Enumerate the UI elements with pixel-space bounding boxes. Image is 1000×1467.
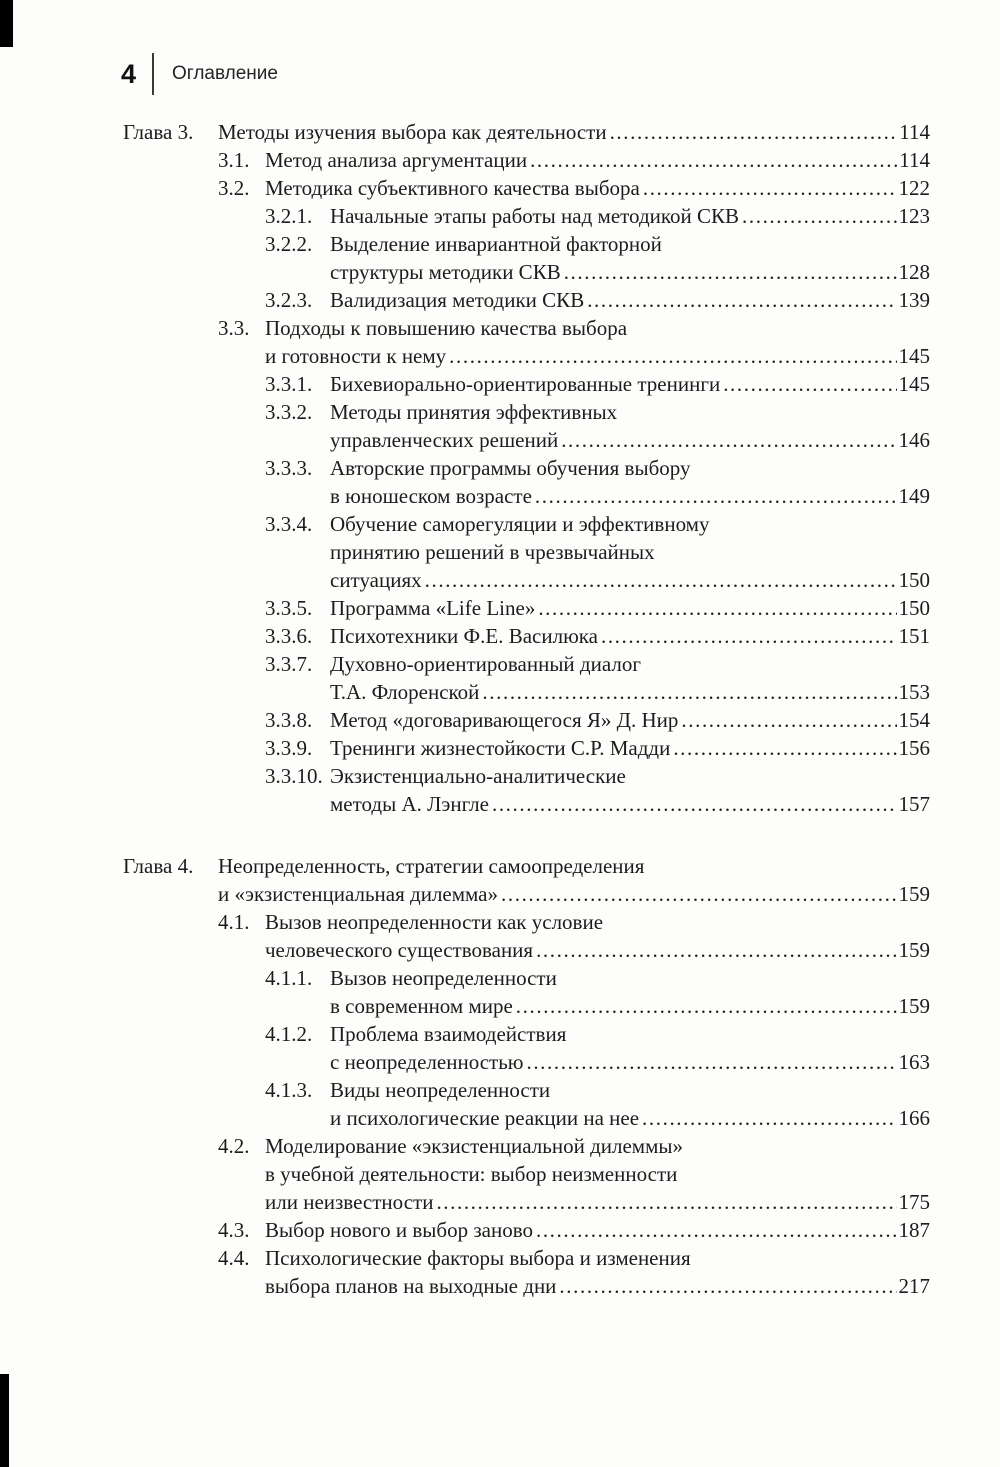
toc-entry-title: человеческого существования bbox=[265, 938, 534, 962]
toc-entry-line bbox=[330, 1048, 930, 1076]
toc-entry-line: Психологические факторы выбора и изменения bbox=[265, 1246, 691, 1270]
toc-entry-line bbox=[330, 286, 930, 314]
toc-entry bbox=[218, 314, 930, 370]
dot-leader bbox=[536, 1216, 897, 1244]
dot-leader bbox=[642, 1104, 896, 1132]
toc-entry bbox=[265, 510, 930, 594]
dot-leader bbox=[526, 1048, 896, 1076]
toc-entry-title: и «экзистенциальная дилемма» bbox=[218, 882, 499, 906]
toc-entry-text bbox=[265, 146, 930, 174]
toc-entry-title: Выбор нового и выбор заново bbox=[265, 1218, 533, 1242]
dot-leader bbox=[587, 286, 896, 314]
toc-entry bbox=[218, 174, 930, 202]
toc-entry bbox=[265, 202, 930, 230]
toc-entry-line: в учебной деятельности: выбор неизменности bbox=[265, 1162, 678, 1186]
toc-entry-title: Начальные этапы работы над методикой СКВ bbox=[330, 204, 740, 228]
toc-entry-text bbox=[330, 762, 930, 818]
toc-entry-line: Вызов неопределенности bbox=[330, 966, 557, 990]
toc-entry-line: Экзистенциально-аналитические bbox=[330, 764, 626, 788]
toc-page-number: 114 bbox=[899, 148, 930, 172]
toc-page-number: 145 bbox=[898, 344, 930, 368]
toc-entry-line bbox=[330, 370, 930, 398]
toc-entry-line bbox=[330, 202, 930, 230]
toc-entry bbox=[265, 706, 930, 734]
toc-entry bbox=[265, 230, 930, 286]
toc-page-number: 128 bbox=[898, 260, 930, 284]
toc-page-number: 187 bbox=[898, 1218, 930, 1242]
toc-entry bbox=[265, 1020, 930, 1076]
toc-entry-text bbox=[330, 1076, 930, 1132]
toc-entry-title: Тренинги жизнестойкости С.Р. Мадди bbox=[330, 736, 671, 760]
dot-leader bbox=[643, 174, 897, 202]
toc-page-number: 157 bbox=[898, 792, 930, 816]
toc-entry-title: и психологические реакции на нее bbox=[330, 1106, 640, 1130]
toc-entry bbox=[218, 1132, 930, 1216]
toc-page-number: 145 bbox=[898, 372, 930, 396]
toc-entry-label: 3.3.2. bbox=[265, 400, 313, 424]
toc-entry-title: ситуациях bbox=[330, 568, 422, 592]
toc-entry-line: Моделирование «экзистенциальной дилеммы» bbox=[265, 1134, 683, 1158]
dot-leader bbox=[723, 370, 896, 398]
dot-leader bbox=[536, 936, 896, 964]
toc-entry bbox=[218, 1244, 930, 1300]
dot-leader bbox=[501, 880, 896, 908]
toc-entry-label: 3.2.3. bbox=[265, 288, 313, 312]
toc-entry-text bbox=[330, 230, 930, 286]
toc-entry bbox=[265, 398, 930, 454]
toc-page-number: 153 bbox=[898, 680, 930, 704]
toc-entry bbox=[265, 734, 930, 762]
toc-entry-title: Т.А. Флоренской bbox=[330, 680, 480, 704]
dot-leader bbox=[436, 1188, 896, 1216]
toc-entry bbox=[265, 650, 930, 706]
toc-entry-line bbox=[265, 1216, 930, 1244]
toc-page-number: 114 bbox=[899, 120, 930, 144]
scan-artifact-bottom-left bbox=[0, 1374, 9, 1467]
toc-entry bbox=[265, 370, 930, 398]
dot-leader bbox=[673, 734, 896, 762]
toc-page-number: 163 bbox=[898, 1050, 930, 1074]
toc-page-number: 150 bbox=[898, 568, 930, 592]
toc-entry-label: 3.1. bbox=[218, 148, 250, 172]
dot-leader bbox=[681, 706, 896, 734]
toc-entry-title: управленческих решений bbox=[330, 428, 559, 452]
toc-page-number: 123 bbox=[898, 204, 930, 228]
toc-page-number: 175 bbox=[898, 1190, 930, 1214]
toc-entry bbox=[265, 594, 930, 622]
toc-entry-label: 3.3.4. bbox=[265, 512, 313, 536]
toc-entry-line bbox=[330, 622, 930, 650]
toc-entry-title: Программа «Life Line» bbox=[330, 596, 536, 620]
toc-page-number: 150 bbox=[898, 596, 930, 620]
dot-leader bbox=[601, 622, 897, 650]
page-number: 4 bbox=[121, 59, 137, 89]
toc-entry-title: или неизвестности bbox=[265, 1190, 434, 1214]
toc-entry-line: принятию решений в чрезвычайных bbox=[330, 540, 655, 564]
toc-entry-text bbox=[330, 510, 930, 594]
toc-entry-text bbox=[330, 286, 930, 314]
toc-entry-line: Выделение инвариантной факторной bbox=[330, 232, 662, 256]
dot-leader bbox=[530, 146, 897, 174]
toc-entry-text bbox=[330, 1020, 930, 1076]
running-title: Оглавление bbox=[172, 63, 278, 84]
toc-entry-line: Методы принятия эффективных bbox=[330, 400, 618, 424]
toc-entry-label: 3.3.7. bbox=[265, 652, 313, 676]
toc-entry-title: выбора планов на выходные дни bbox=[265, 1274, 557, 1298]
toc-entry-text bbox=[218, 118, 930, 146]
toc-entry-text bbox=[330, 370, 930, 398]
toc-entry-title: Психотехники Ф.Е. Василюка bbox=[330, 624, 598, 648]
toc-entry bbox=[265, 454, 930, 510]
dot-leader bbox=[425, 566, 897, 594]
toc-entry-label: Глава 4. bbox=[123, 854, 194, 878]
header-divider bbox=[152, 53, 154, 95]
dot-leader bbox=[610, 118, 898, 146]
toc-entry-text bbox=[265, 174, 930, 202]
dot-leader bbox=[564, 258, 897, 286]
toc-entry-text bbox=[218, 852, 930, 908]
toc-entry-title: Бихевиорально-ориентированные тренинги bbox=[330, 372, 721, 396]
toc-page-number: 122 bbox=[898, 176, 930, 200]
toc-entry-text bbox=[330, 454, 930, 510]
toc-entry-label: 3.3. bbox=[218, 316, 250, 340]
toc-entry-text bbox=[265, 1244, 930, 1300]
toc-entry-label: 4.3. bbox=[218, 1218, 250, 1242]
toc-page-number: 159 bbox=[898, 938, 930, 962]
toc-entry-line bbox=[330, 258, 930, 286]
running-header bbox=[121, 52, 278, 96]
toc-entry-label: 3.3.1. bbox=[265, 372, 313, 396]
toc-entry-line bbox=[218, 118, 930, 146]
dot-leader bbox=[742, 202, 896, 230]
toc-entry-text bbox=[330, 650, 930, 706]
toc-entry-label: 3.2.1. bbox=[265, 204, 313, 228]
toc-entry-line bbox=[330, 678, 930, 706]
table-of-contents bbox=[123, 118, 930, 1300]
dot-leader bbox=[482, 678, 896, 706]
toc-entry-line: Обучение саморегуляции и эффективному bbox=[330, 512, 710, 536]
toc-entry-label: 4.1.3. bbox=[265, 1078, 313, 1102]
toc-entry bbox=[123, 852, 930, 908]
toc-entry-line: Подходы к повышению качества выбора bbox=[265, 316, 628, 340]
toc-entry-title: Методы изучения выбора как деятельности bbox=[218, 120, 607, 144]
toc-page-number: 151 bbox=[898, 624, 930, 648]
toc-entry bbox=[265, 1076, 930, 1132]
toc-entry-title: и готовности к нему bbox=[265, 344, 447, 368]
toc-entry-title: структуры методики СКВ bbox=[330, 260, 561, 284]
toc-entry-line: Виды неопределенности bbox=[330, 1078, 551, 1102]
toc-entry-text bbox=[330, 202, 930, 230]
toc-entry-line bbox=[330, 734, 930, 762]
toc-entry bbox=[218, 146, 930, 174]
toc-entry-label: 3.3.5. bbox=[265, 596, 313, 620]
toc-entry-line bbox=[265, 174, 930, 202]
toc-entry-line bbox=[330, 566, 930, 594]
toc-entry bbox=[218, 1216, 930, 1244]
toc-entry-title: Метод анализа аргументации bbox=[265, 148, 528, 172]
toc-entry-title: методы А. Лэнгле bbox=[330, 792, 489, 816]
toc-entry-line bbox=[218, 880, 930, 908]
dot-leader bbox=[516, 992, 897, 1020]
toc-entry-text bbox=[265, 1216, 930, 1244]
toc-entry-label: 4.1. bbox=[218, 910, 250, 934]
toc-entry-label: 3.3.9. bbox=[265, 736, 313, 760]
toc-entry bbox=[218, 908, 930, 964]
toc-entry-line: Авторские программы обучения выбору bbox=[330, 456, 691, 480]
toc-entry-line bbox=[330, 482, 930, 510]
toc-page-number: 154 bbox=[898, 708, 930, 732]
toc-entry-text bbox=[265, 908, 930, 964]
dot-leader bbox=[538, 594, 896, 622]
toc-entry-title: в юношеском возрасте bbox=[330, 484, 532, 508]
toc-entry-line bbox=[265, 1188, 930, 1216]
toc-entry-label: 4.1.1. bbox=[265, 966, 313, 990]
toc-entry-title: в современном мире bbox=[330, 994, 513, 1018]
toc-entry-line bbox=[330, 706, 930, 734]
toc-page-number: 146 bbox=[898, 428, 930, 452]
toc-entry-title: Валидизация методики СКВ bbox=[330, 288, 585, 312]
toc-entry bbox=[123, 118, 930, 146]
toc-entry-label: 3.3.3. bbox=[265, 456, 313, 480]
toc-entry-title: Метод «договаривающегося Я» Д. Нир bbox=[330, 708, 679, 732]
dot-leader bbox=[559, 1272, 896, 1300]
toc-entry-line bbox=[265, 146, 930, 174]
toc-page-number: 159 bbox=[898, 882, 930, 906]
toc-entry-line: Вызов неопределенности как условие bbox=[265, 910, 604, 934]
toc-entry-label: 4.1.2. bbox=[265, 1022, 313, 1046]
toc-page-number: 166 bbox=[898, 1106, 930, 1130]
toc-entry-label: Глава 3. bbox=[123, 120, 194, 144]
toc-entry-line bbox=[265, 342, 930, 370]
toc-entry-label: 4.2. bbox=[218, 1134, 250, 1158]
toc-entry bbox=[265, 964, 930, 1020]
toc-entry bbox=[265, 622, 930, 650]
dot-leader bbox=[535, 482, 897, 510]
toc-entry-label: 3.3.8. bbox=[265, 708, 313, 732]
toc-entry-line: Духовно-ориентированный диалог bbox=[330, 652, 641, 676]
toc-entry-title: с неопределенностью bbox=[330, 1050, 524, 1074]
toc-entry-text bbox=[265, 1132, 930, 1216]
toc-entry-line bbox=[330, 1104, 930, 1132]
toc-entry-text bbox=[330, 622, 930, 650]
toc-entry-title: Методика субъективного качества выбора bbox=[265, 176, 640, 200]
toc-page-number: 156 bbox=[898, 736, 930, 760]
toc-entry-line bbox=[330, 426, 930, 454]
toc-entry-line bbox=[330, 790, 930, 818]
scan-artifact-top-left bbox=[0, 0, 13, 47]
toc-page-number: 139 bbox=[898, 288, 930, 312]
toc-entry-label: 3.3.10. bbox=[265, 764, 323, 788]
toc-entry-text bbox=[330, 734, 930, 762]
toc-entry-label: 3.2.2. bbox=[265, 232, 313, 256]
toc-page-number: 217 bbox=[898, 1274, 930, 1298]
dot-leader bbox=[561, 426, 896, 454]
toc-entry-label: 3.3.6. bbox=[265, 624, 313, 648]
toc-entry-text bbox=[330, 594, 930, 622]
toc-entry-line bbox=[330, 594, 930, 622]
toc-entry-line: Проблема взаимодействия bbox=[330, 1022, 567, 1046]
toc-entry bbox=[265, 286, 930, 314]
toc-entry-line bbox=[265, 936, 930, 964]
toc-entry-label: 3.2. bbox=[218, 176, 250, 200]
toc-page-number: 149 bbox=[898, 484, 930, 508]
toc-entry-line bbox=[265, 1272, 930, 1300]
toc-entry bbox=[265, 762, 930, 818]
toc-entry-line: Неопределенность, стратегии самоопределения bbox=[218, 854, 645, 878]
toc-entry-text bbox=[330, 964, 930, 1020]
toc-entry-text bbox=[330, 706, 930, 734]
toc-entry-text bbox=[265, 314, 930, 370]
toc-entry-line bbox=[330, 992, 930, 1020]
dot-leader bbox=[449, 342, 896, 370]
toc-entry-text bbox=[330, 398, 930, 454]
toc-entry-label: 4.4. bbox=[218, 1246, 250, 1270]
toc-page-number: 159 bbox=[898, 994, 930, 1018]
dot-leader bbox=[492, 790, 897, 818]
